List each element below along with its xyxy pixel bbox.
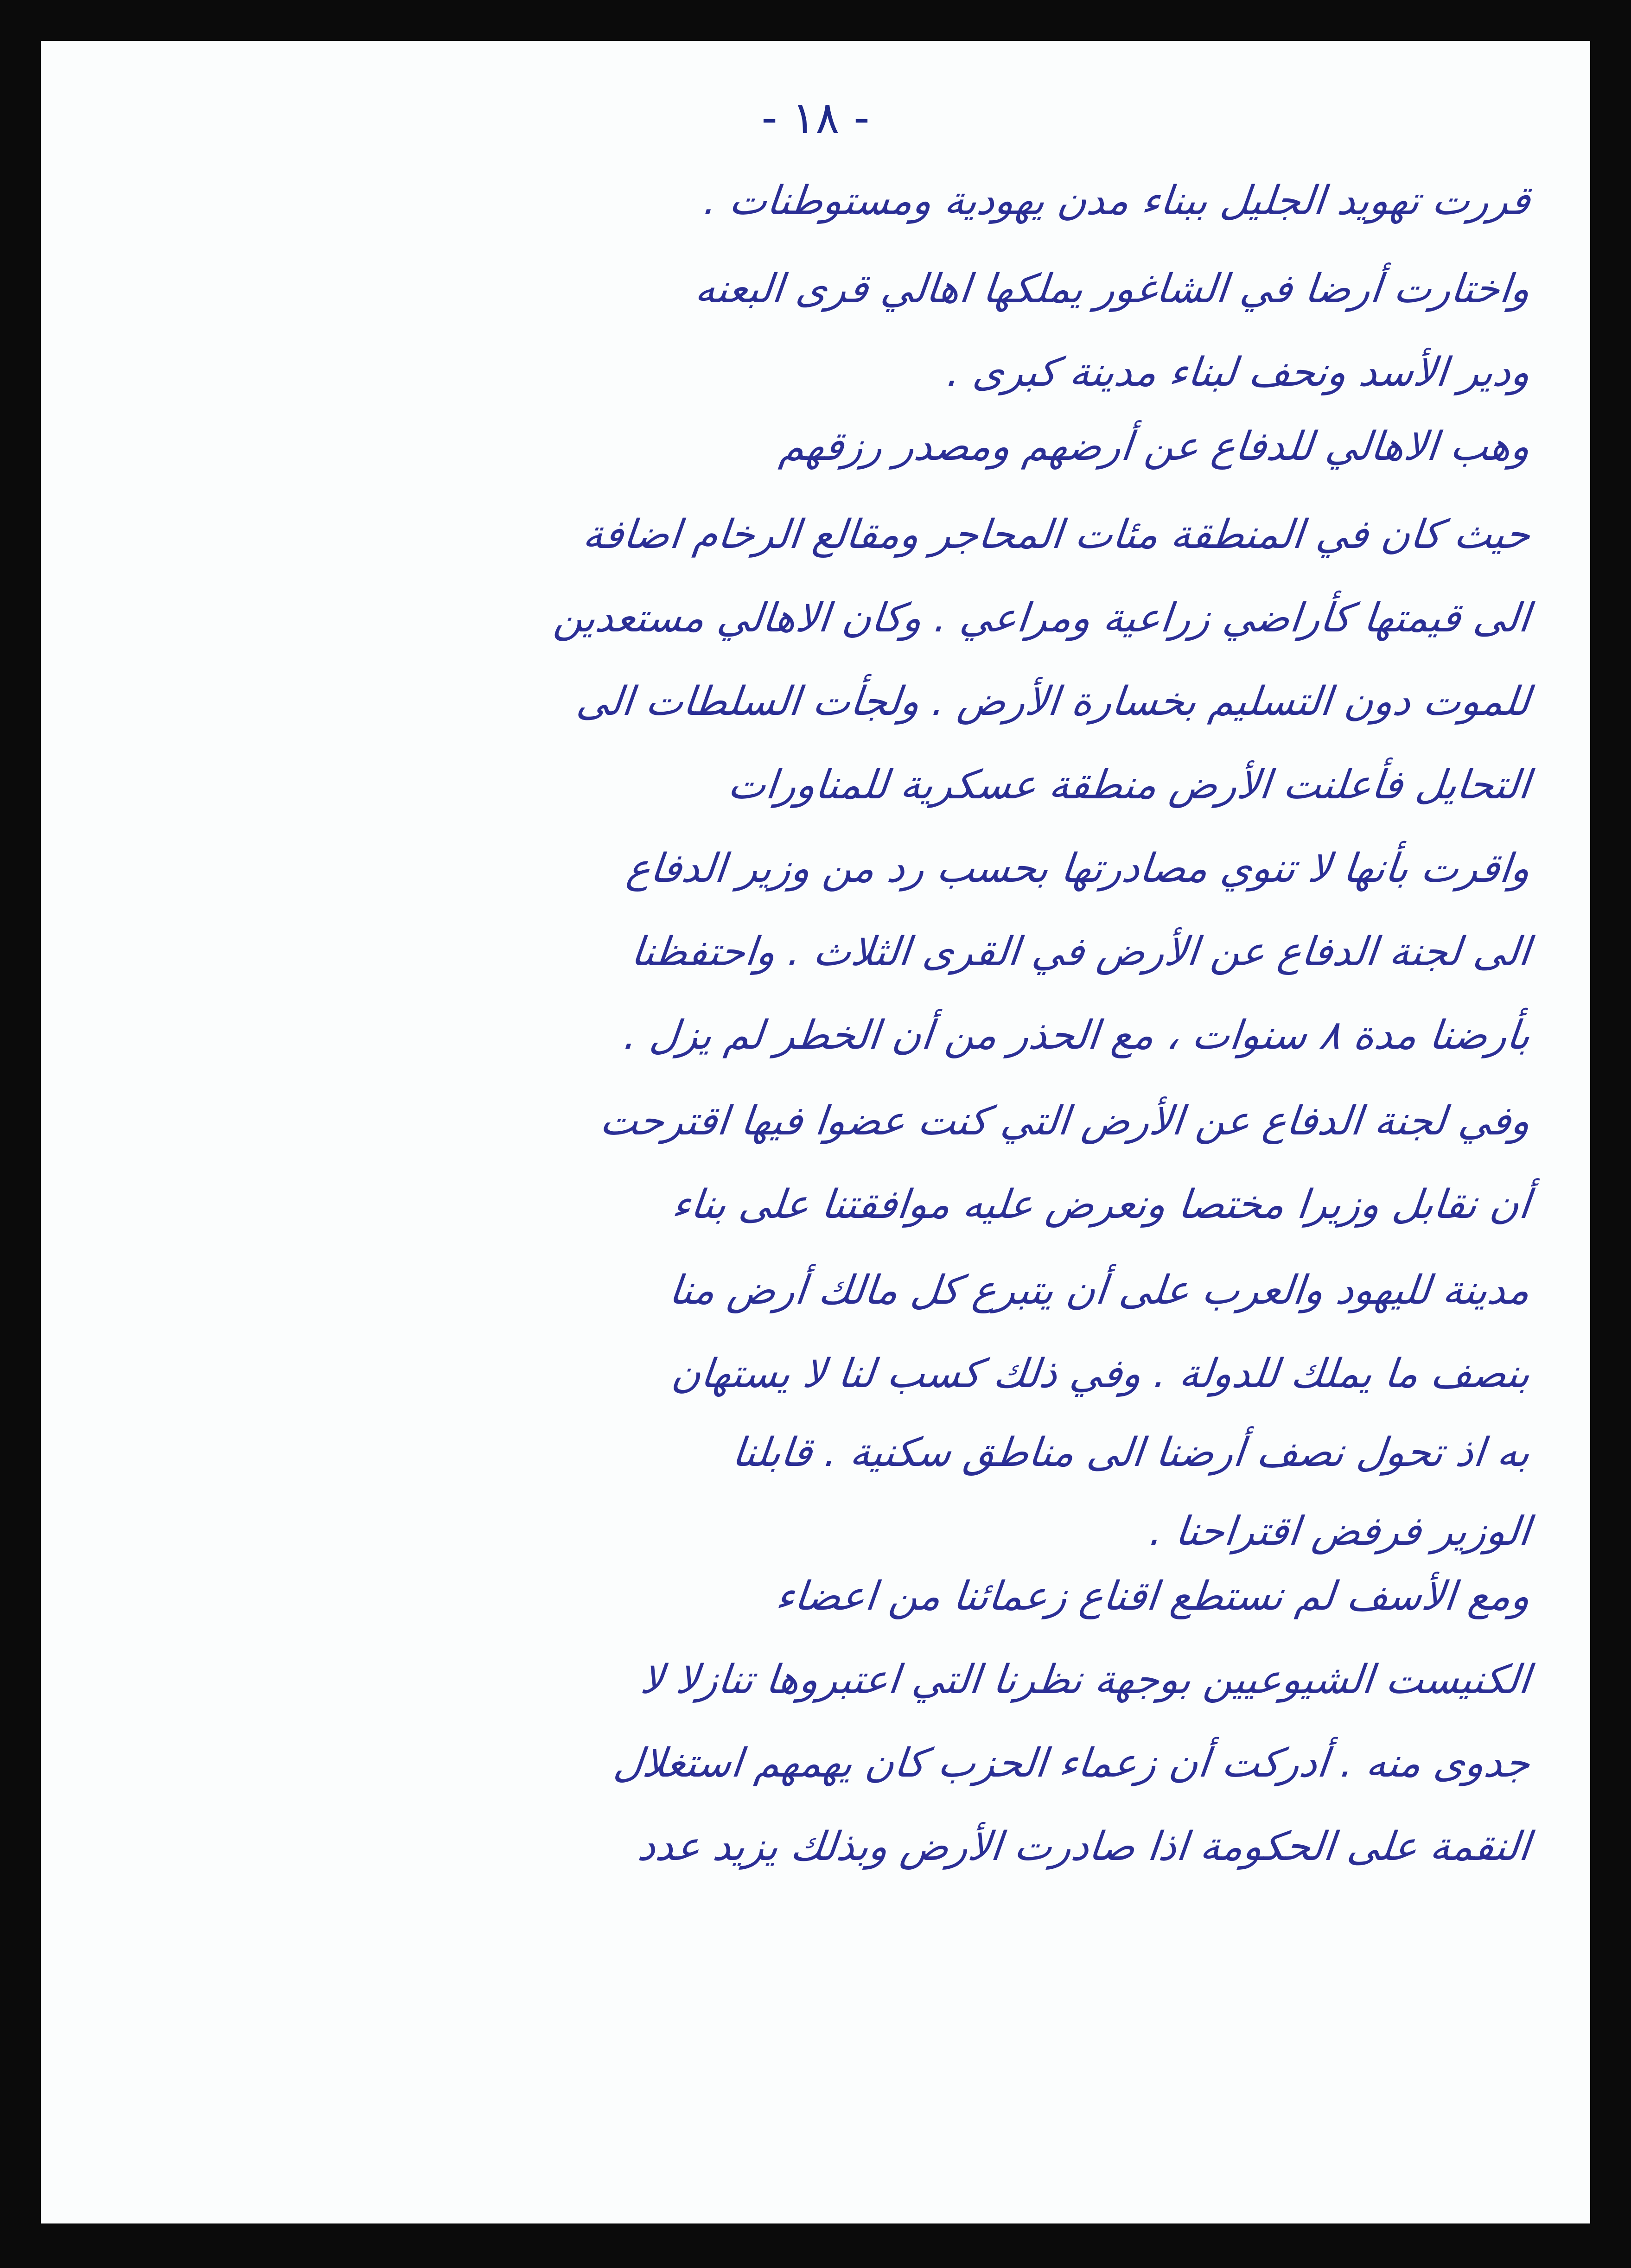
- text-line: وفي لجنة الدفاع عن الأرض التي كنت عضوا فيها اقترحت: [598, 1098, 1533, 1144]
- text-line: النقمة على الحكومة اذا صادرت الأرض وبذلك يزيد عدد: [635, 1823, 1533, 1870]
- text-line: للموت دون التسليم بخسارة الأرض . ولجأت السلطات الى: [574, 678, 1533, 725]
- text-line: واختارت أرضا في الشاغور يملكها اهالي قرى البعنه: [693, 266, 1533, 312]
- text-line: حيث كان في المنطقة مئات المحاجر ومقالع الرخام اضافة: [580, 511, 1533, 558]
- text-line: ودير الأسد ونحف لبناء مدينة كبرى .: [945, 349, 1533, 395]
- text-line: أن نقابل وزيرا مختصا ونعرض عليه موافقتنا على بناء: [669, 1181, 1533, 1228]
- text-line: الى قيمتها كأراضي زراعية ومراعي . وكان الاهالي مستعدين: [551, 595, 1533, 641]
- text-line: وهب الاهالي للدفاع عن أرضهم ومصدر رزقهم: [777, 423, 1533, 470]
- text-line: بأرضنا مدة ٨ سنوات ، مع الحذر من أن الخطر لم يزل .: [622, 1012, 1533, 1058]
- text-line: الكنيست الشيوعيين بوجهة نظرنا التي اعتبروها تنازلا لا: [638, 1656, 1533, 1703]
- text-line: مدينة لليهود والعرب على أن يتبرع كل مالك أرض منا: [667, 1267, 1533, 1313]
- text-line: به اذ تحول نصف أرضنا الى مناطق سكنية . قابلنا: [730, 1429, 1533, 1476]
- text-line: بنصف ما يملك للدولة . وفي ذلك كسب لنا لا يستهان: [669, 1351, 1533, 1397]
- paper-sheet: [41, 41, 1590, 2223]
- page-number: - ١٨ -: [761, 92, 870, 144]
- text-line: قررت تهويد الجليل ببناء مدن يهودية ومستوطنات .: [701, 178, 1533, 224]
- scan-frame-right: [1590, 0, 1631, 2268]
- text-line: الوزير فرفض اقتراحنا .: [1147, 1508, 1533, 1554]
- text-line: ومع الأسف لم نستطع اقناع زعمائنا من اعضاء: [773, 1573, 1533, 1619]
- text-line: جدوى منه . أدركت أن زعماء الحزب كان يهمهم استغلال: [612, 1740, 1533, 1786]
- scan-frame-left: [0, 0, 41, 2268]
- text-line: التحايل فأعلنت الأرض منطقة عسكرية للمناورات: [726, 762, 1533, 808]
- text-line: الى لجنة الدفاع عن الأرض في القرى الثلاث . واحتفظنا: [629, 929, 1533, 975]
- scan-frame-bottom: [0, 2223, 1631, 2268]
- text-line: واقرت بأنها لا تنوي مصادرتها بحسب رد من وزير الدفاع: [624, 845, 1533, 892]
- scan-frame-top: [0, 0, 1631, 41]
